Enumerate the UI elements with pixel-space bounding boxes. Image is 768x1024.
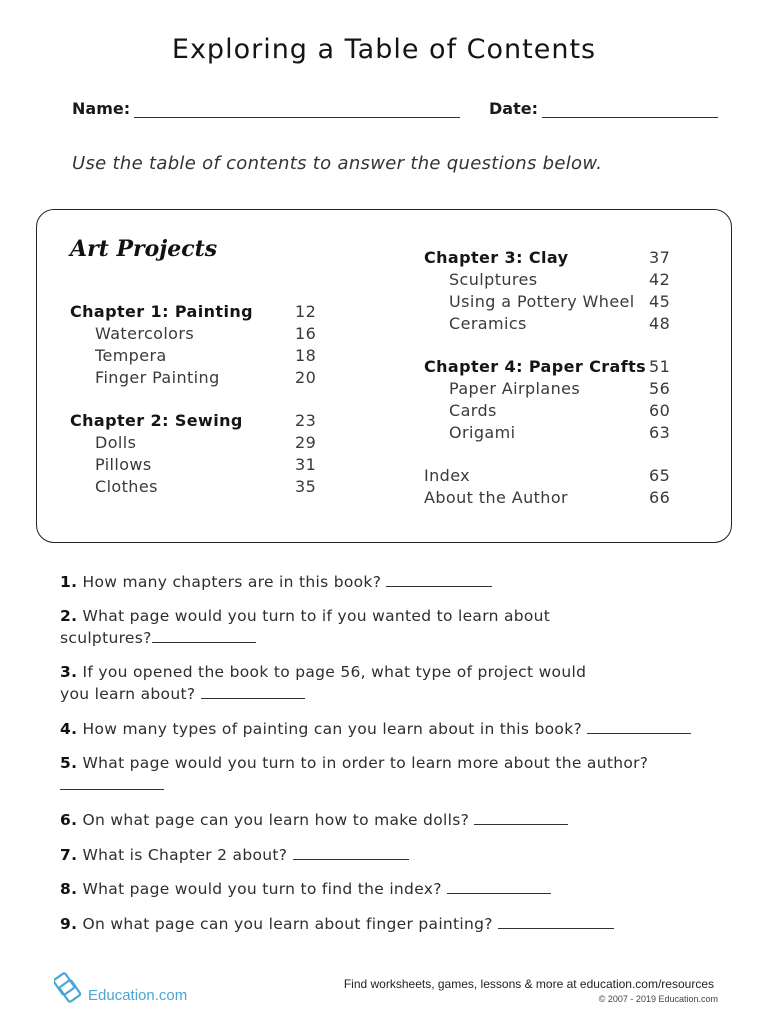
toc-chapter-row: Chapter 3: Clay 37: [424, 248, 671, 267]
answer-line[interactable]: [152, 627, 256, 643]
answer-line[interactable]: [587, 718, 691, 734]
toc-section-row: Ceramics 48: [449, 314, 671, 333]
question-5: 5. What page would you turn to in order to learn more about the author?: [60, 753, 740, 796]
education-brand-name[interactable]: Education.com: [88, 987, 188, 1004]
answer-line[interactable]: [60, 774, 164, 790]
toc-about-author-row: About the Author 66: [424, 488, 671, 507]
education-logo-icon: [54, 972, 84, 1006]
date-input-line[interactable]: [542, 99, 718, 118]
toc-section-row: Cards 60: [449, 401, 671, 420]
question-4: 4. How many types of painting can you learn about in this book?: [60, 718, 740, 740]
answer-line[interactable]: [386, 571, 492, 587]
worksheet-title: Exploring a Table of Contents: [171, 34, 597, 65]
toc-chapter-row: Chapter 2: Sewing 23: [70, 411, 317, 430]
toc-section-row: Clothes 35: [95, 477, 317, 496]
toc-section-row: Using a Pottery Wheel 45: [449, 292, 671, 311]
toc-section-row: Dolls 29: [95, 433, 317, 452]
answer-line[interactable]: [474, 809, 568, 825]
question-3: 3. If you opened the book to page 56, what type of project would you learn about?: [60, 663, 587, 703]
toc-section-row: Tempera 18: [95, 346, 317, 365]
toc-section-row: Pillows 31: [95, 455, 317, 474]
question-6: 6. On what page can you learn how to make dolls?: [60, 809, 740, 831]
answer-line[interactable]: [293, 844, 409, 860]
toc-left-column: [70, 301, 320, 498]
question-2: 2. What page would you turn to if you wanted to learn about sculptures?: [60, 607, 551, 647]
answer-line[interactable]: [447, 878, 551, 894]
toc-book-title: Art Projects: [70, 236, 218, 262]
question-8: 8. What page would you turn to find the index?: [60, 878, 740, 900]
instructions: Use the table of contents to answer the questions below.: [72, 153, 603, 174]
toc-section-row: Sculptures 42: [449, 270, 671, 289]
question-7: 7. What is Chapter 2 about?: [60, 844, 740, 866]
footer-copyright: © 2007 - 2019 Education.com: [598, 994, 718, 1004]
answer-line[interactable]: [201, 683, 305, 699]
toc-section-row: Paper Airplanes 56: [449, 379, 671, 398]
name-label: Name:: [72, 99, 131, 118]
toc-chapter-row: Chapter 4: Paper Crafts 51: [424, 357, 671, 376]
date-label: Date:: [489, 99, 538, 118]
table-of-contents-box: [36, 209, 732, 543]
answer-line[interactable]: [498, 913, 614, 929]
name-field: [72, 99, 460, 118]
question-9: 9. On what page can you learn about finger painting?: [60, 913, 740, 935]
toc-section-row: Watercolors 16: [95, 324, 317, 343]
question-1: 1. How many chapters are in this book?: [60, 571, 740, 593]
toc-chapter-row: Chapter 1: Painting 12: [70, 302, 317, 321]
name-input-line[interactable]: [134, 99, 460, 118]
date-field: [489, 99, 718, 118]
toc-right-column: [424, 247, 684, 509]
toc-index-row: Index 65: [424, 466, 671, 485]
footer-tagline[interactable]: Find worksheets, games, lessons & more at education.com/resources: [343, 977, 714, 991]
toc-section-row: Origami 63: [449, 423, 671, 442]
toc-section-row: Finger Painting 20: [95, 368, 317, 387]
